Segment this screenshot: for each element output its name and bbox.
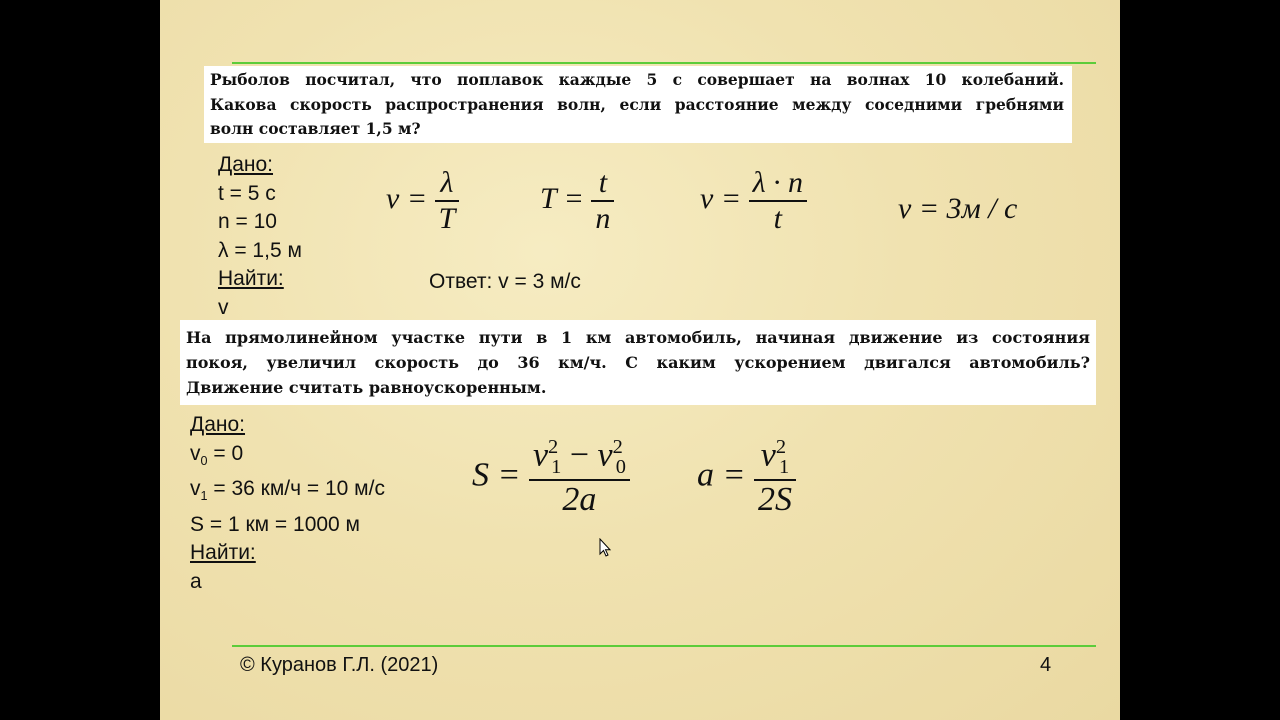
formula-acceleration (697, 436, 796, 519)
problem1-line: Какова скорость распространения волн, если расстояние между соседними гребнями (210, 94, 1064, 114)
formula-velocity-combined (700, 166, 807, 236)
top-rule (232, 62, 1096, 64)
fraction (754, 436, 796, 519)
formula-distance (472, 436, 630, 519)
given-item: n = 10 (218, 210, 277, 233)
problem2-line: покоя, увеличил скорость до 36 км/ч. С каким ускорением двигался автомобиль? (186, 353, 1090, 372)
given-item: $v_1 = 36$ км/ч = 10 м/с (190, 477, 385, 504)
numerator: λ (435, 166, 460, 202)
problem2-text (180, 320, 1096, 405)
problem1-text (204, 66, 1072, 143)
fraction (591, 166, 614, 236)
formula-period (540, 166, 614, 236)
formula-velocity (386, 166, 459, 236)
find-item: v (218, 295, 229, 319)
denominator: t (773, 202, 782, 235)
numerator: t (591, 166, 614, 202)
mouse-pointer-icon (599, 538, 613, 558)
problem1-line: волн составляет 1,5 м? (210, 119, 421, 138)
formula-lhs: v = (386, 181, 428, 215)
formula-result (898, 192, 1017, 226)
problem2-line: Движение считать равноускоренным. (186, 378, 547, 397)
denominator: n (595, 202, 611, 235)
denominator: 2S (757, 481, 792, 519)
find-heading: Найти: (218, 267, 284, 290)
problem2-line: На прямолинейном участке пути в 1 км автомобиль, начиная движение из состояния (186, 328, 1090, 347)
problem2-given (190, 411, 385, 596)
problem1-line: Рыболов посчитал, что поплавок каждые 5 с совершает на волнах 10 колебаний. (210, 70, 1064, 89)
formula-unit: м / с (961, 192, 1018, 225)
given-item: S = 1 км = 1000 м (190, 512, 360, 536)
given-heading: Дано: (218, 153, 274, 176)
numerator: $v^2_1$ (754, 436, 796, 481)
given-item: λ = 1,5 м (218, 238, 302, 262)
formula-lhs: T = (540, 181, 584, 215)
formula-lhs: S = (472, 456, 521, 494)
find-heading: Найти: (190, 541, 256, 565)
bottom-rule (232, 645, 1096, 647)
fraction (749, 166, 808, 236)
numerator: $v^2_1 - v^2_0$ (529, 436, 630, 481)
fraction (435, 166, 460, 236)
given-item: $v_0 = 0$ (190, 441, 244, 468)
given-heading: Дано: (190, 413, 246, 436)
copyright: © Куранов Г.Л. (2021) (240, 654, 439, 676)
problem1-given (218, 151, 302, 322)
slide (160, 0, 1120, 720)
formula-lhs: v = (700, 181, 742, 215)
find-item: a (190, 569, 202, 593)
formula-lhs: a = (697, 456, 746, 494)
fraction (529, 436, 630, 519)
given-item: t = 5 с (218, 181, 276, 205)
denominator: 2a (562, 481, 597, 519)
problem1-answer: Ответ: v = 3 м/с (429, 270, 581, 293)
page-number: 4 (1040, 654, 1052, 676)
denominator: T (438, 202, 456, 235)
numerator: λ · n (749, 166, 808, 202)
formula-lhs: v = 3 (898, 192, 962, 225)
